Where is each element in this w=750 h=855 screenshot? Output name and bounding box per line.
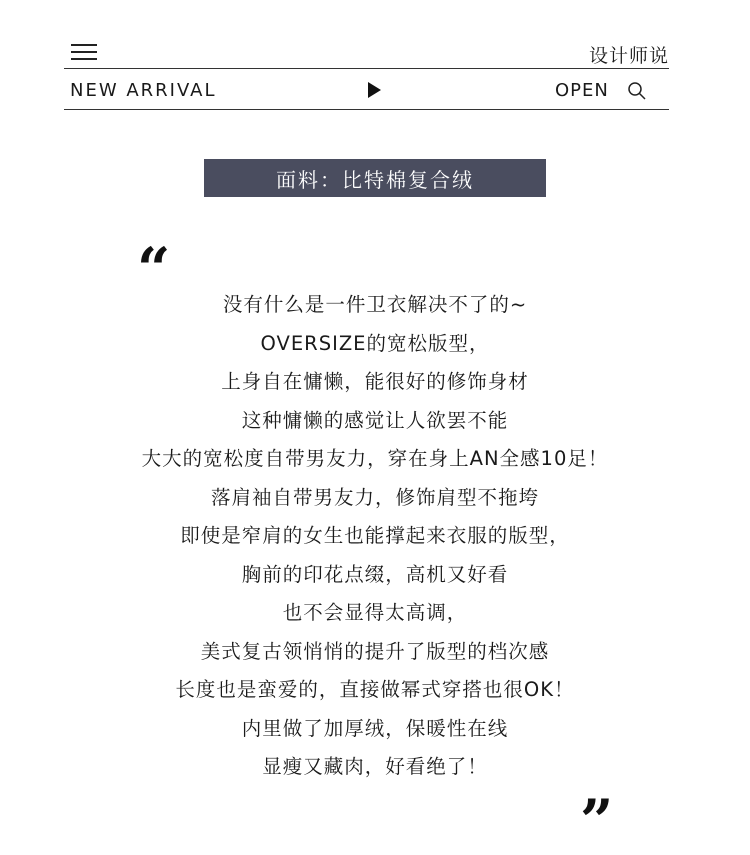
description-line: 大大的宽松度自带男友力，穿在身上AN全感10足！: [141, 447, 609, 470]
play-icon[interactable]: [368, 82, 381, 98]
nav-bar: [64, 68, 669, 110]
designer-says-link[interactable]: 设计师说: [588, 45, 669, 67]
hamburger-menu-icon[interactable]: [71, 44, 97, 60]
description-line: 显瘦又藏肉，好看绝了！: [262, 755, 488, 778]
fabric-banner: 面料：比特棉复合绒: [204, 159, 546, 197]
description-line: OVERSIZE的宽松版型，: [260, 331, 490, 355]
description-line: 胸前的印花点缀，高机又好看: [241, 562, 509, 586]
description-line: 这种慵懒的感觉让人欲罢不能: [241, 408, 509, 432]
description-line: 没有什么是一件卫衣解决不了的~: [222, 293, 528, 316]
description-line: 美式复古领悄悄的提升了版型的档次感: [200, 639, 550, 663]
open-quote-mark: “: [137, 235, 171, 303]
description-line: 内里做了加厚绒，保暖性在线: [241, 716, 509, 740]
close-quote-mark: ”: [580, 787, 614, 855]
description-line: 即使是窄肩的女生也能撑起来衣服的版型，: [180, 524, 570, 547]
new-arrival-label[interactable]: NEW ARRIVAL: [70, 80, 217, 101]
description-line: 长度也是蛮爱的，直接做幂式穿搭也很OK！: [175, 678, 575, 701]
open-button[interactable]: OPEN: [555, 80, 609, 101]
description-text: [0, 286, 750, 787]
top-bar: [64, 38, 669, 69]
description-line: 也不会显得太高调，: [282, 601, 468, 624]
description-line: 落肩袖自带男友力，修饰肩型不拖垮: [210, 485, 539, 509]
description-line: 上身自在慵懒，能很好的修饰身材: [221, 370, 529, 393]
search-icon[interactable]: [627, 81, 647, 101]
